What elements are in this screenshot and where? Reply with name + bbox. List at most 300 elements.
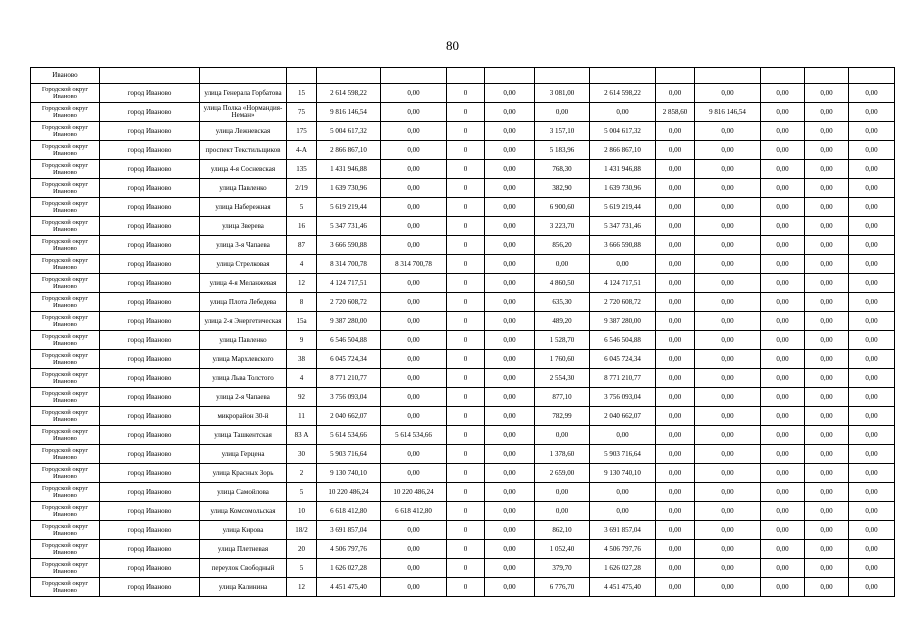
table-row xyxy=(31,502,895,521)
municipality-cell: Городской округ Иваново xyxy=(31,426,100,445)
col-14-cell: 0,00 xyxy=(805,198,849,217)
area-col-11-cell: 0,00 xyxy=(656,274,695,293)
cost-col-8-cell: 0,00 xyxy=(485,255,535,274)
table-row xyxy=(31,312,895,331)
municipality-cell: Городской округ Иваново xyxy=(31,255,100,274)
table-row xyxy=(31,578,895,597)
house-number-cell: 20 xyxy=(287,540,317,559)
count-col-7-cell: 0 xyxy=(447,255,485,274)
count-col-7-cell: 0 xyxy=(447,217,485,236)
cost-col-12-cell: 0,00 xyxy=(695,369,761,388)
cost-col-12-cell: 0,00 xyxy=(695,122,761,141)
house-number-cell: 83 А xyxy=(287,426,317,445)
area-col-11-cell: 0,00 xyxy=(656,293,695,312)
area-col-9-cell: 0,00 xyxy=(535,483,590,502)
count-col-7-cell: 0 xyxy=(447,407,485,426)
table-row xyxy=(31,407,895,426)
col-15-cell: 0,00 xyxy=(849,331,895,350)
street-cell: улица 3-я Чапаева xyxy=(200,236,287,255)
house-number-cell: 5 xyxy=(287,559,317,578)
cost-col-12-cell: 0,00 xyxy=(695,312,761,331)
cost-col-10-cell: 0,00 xyxy=(590,483,656,502)
table-row xyxy=(31,483,895,502)
area-col-11-cell: 0,00 xyxy=(656,217,695,236)
col-15-cell: 0,00 xyxy=(849,464,895,483)
cost-col-12-cell: 0,00 xyxy=(695,255,761,274)
col-14-cell: 0,00 xyxy=(805,483,849,502)
col-15-cell: 0,00 xyxy=(849,274,895,293)
settlement-cell: город Иваново xyxy=(100,540,200,559)
col-13-cell: 0,00 xyxy=(761,331,805,350)
area-col-9-cell: 0,00 xyxy=(535,502,590,521)
area-col-9-cell: 489,20 xyxy=(535,312,590,331)
cost-col-8-cell: 0,00 xyxy=(485,312,535,331)
cost-col-10-cell: 1 639 730,96 xyxy=(590,179,656,198)
area-col-9-cell: 635,30 xyxy=(535,293,590,312)
settlement-cell: город Иваново xyxy=(100,103,200,122)
col-14-cell: 0,00 xyxy=(805,179,849,198)
municipality-cell: Городской округ Иваново xyxy=(31,388,100,407)
col-15-cell: 0,00 xyxy=(849,483,895,502)
house-number-cell: 15 xyxy=(287,84,317,103)
settlement-cell: город Иваново xyxy=(100,293,200,312)
cost-col-6-cell: 0,00 xyxy=(381,369,447,388)
cost-col-12-cell: 0,00 xyxy=(695,331,761,350)
settlement-cell: город Иваново xyxy=(100,217,200,236)
street-cell: улица Льва Толстого xyxy=(200,369,287,388)
settlement-cell: город Иваново xyxy=(100,464,200,483)
municipality-cell: Иваново xyxy=(31,68,100,84)
cost-col-10-cell: 4 451 475,40 xyxy=(590,578,656,597)
col-15-cell: 0,00 xyxy=(849,369,895,388)
house-number-cell: 2/19 xyxy=(287,179,317,198)
cost-col-12-cell: 0,00 xyxy=(695,293,761,312)
count-col-7-cell: 0 xyxy=(447,103,485,122)
col-13-cell: 0,00 xyxy=(761,198,805,217)
municipality-cell: Городской округ Иваново xyxy=(31,350,100,369)
cost-col-12-cell: 0,00 xyxy=(695,179,761,198)
area-col-11-cell: 0,00 xyxy=(656,312,695,331)
settlement-cell: город Иваново xyxy=(100,521,200,540)
area-col-11-cell: 0,00 xyxy=(656,179,695,198)
cost-col-12-cell: 9 816 146,54 xyxy=(695,103,761,122)
data-table xyxy=(30,67,895,597)
col-14-cell: 0,00 xyxy=(805,141,849,160)
settlement-cell: город Иваново xyxy=(100,274,200,293)
total-cost-cell: 5 004 617,32 xyxy=(317,122,381,141)
total-cost-cell: 2 866 867,10 xyxy=(317,141,381,160)
house-number-cell: 4-А xyxy=(287,141,317,160)
area-col-11-cell: 2 858,60 xyxy=(656,103,695,122)
cost-col-6-cell: 0,00 xyxy=(381,236,447,255)
col-15-cell: 0,00 xyxy=(849,103,895,122)
area-col-9-cell: 0,00 xyxy=(535,103,590,122)
settlement-cell: город Иваново xyxy=(100,198,200,217)
cost-col-6-cell: 0,00 xyxy=(381,198,447,217)
table-row xyxy=(31,559,895,578)
table-row xyxy=(31,141,895,160)
area-col-11-cell: 0,00 xyxy=(656,160,695,179)
total-cost-cell: 3 666 590,88 xyxy=(317,236,381,255)
table-row xyxy=(31,122,895,141)
total-cost-cell: 2 040 662,07 xyxy=(317,407,381,426)
cost-col-10-cell: 5 347 731,46 xyxy=(590,217,656,236)
col-13-cell: 0,00 xyxy=(761,502,805,521)
col-13-cell: 0,00 xyxy=(761,103,805,122)
cost-col-8-cell: 0,00 xyxy=(485,293,535,312)
col-15-cell: 0,00 xyxy=(849,179,895,198)
cost-col-12-cell: 0,00 xyxy=(695,426,761,445)
settlement-cell: город Иваново xyxy=(100,84,200,103)
street-cell: улица Стрелковая xyxy=(200,255,287,274)
count-col-7-cell: 0 xyxy=(447,179,485,198)
street-cell: улица Кирова xyxy=(200,521,287,540)
total-cost-cell: 6 618 412,80 xyxy=(317,502,381,521)
settlement-cell: город Иваново xyxy=(100,502,200,521)
cost-col-10-cell: 2 040 662,07 xyxy=(590,407,656,426)
cost-col-8-cell: 0,00 xyxy=(485,521,535,540)
total-cost-cell: 9 387 280,00 xyxy=(317,312,381,331)
street-cell: улица Полка «Нормандия-Неман» xyxy=(200,103,287,122)
cost-col-8-cell: 0,00 xyxy=(485,502,535,521)
col-15-cell: 0,00 xyxy=(849,217,895,236)
cost-col-6-cell: 0,00 xyxy=(381,274,447,293)
municipality-cell: Городской округ Иваново xyxy=(31,179,100,198)
house-number-cell: 9 xyxy=(287,331,317,350)
col-15-cell: 0,00 xyxy=(849,407,895,426)
cost-col-12-cell: 0,00 xyxy=(695,483,761,502)
col-14-cell: 0,00 xyxy=(805,502,849,521)
col-14-cell: 0,00 xyxy=(805,578,849,597)
col-15-cell: 0,00 xyxy=(849,445,895,464)
col-15-cell: 0,00 xyxy=(849,502,895,521)
table-row xyxy=(31,274,895,293)
table-row xyxy=(31,426,895,445)
house-number-cell: 92 xyxy=(287,388,317,407)
total-cost-cell: 9 130 740,10 xyxy=(317,464,381,483)
page-number: 80 xyxy=(446,38,459,53)
total-cost-cell: 4 451 475,40 xyxy=(317,578,381,597)
cost-col-10-cell: 5 903 716,64 xyxy=(590,445,656,464)
cost-col-10-cell: 0,00 xyxy=(590,502,656,521)
col-13-cell: 0,00 xyxy=(761,312,805,331)
cost-col-10-cell: 6 546 504,88 xyxy=(590,331,656,350)
col-14-cell: 0,00 xyxy=(805,350,849,369)
total-cost-cell: 4 506 797,76 xyxy=(317,540,381,559)
municipality-cell: Городской округ Иваново xyxy=(31,369,100,388)
cost-col-12-cell: 0,00 xyxy=(695,350,761,369)
municipality-cell: Городской округ Иваново xyxy=(31,122,100,141)
cost-col-8-cell: 0,00 xyxy=(485,103,535,122)
municipality-cell: Городской округ Иваново xyxy=(31,578,100,597)
col-13-cell: 0,00 xyxy=(761,578,805,597)
cost-col-6-cell: 0,00 xyxy=(381,103,447,122)
total-cost-cell: 4 124 717,51 xyxy=(317,274,381,293)
street-cell: проспект Текстильщиков xyxy=(200,141,287,160)
street-cell: улица Герцена xyxy=(200,445,287,464)
cost-col-10-cell: 5 004 617,32 xyxy=(590,122,656,141)
area-col-11-cell: 0,00 xyxy=(656,388,695,407)
cost-col-12-cell: 0,00 xyxy=(695,502,761,521)
cost-col-6-cell: 0,00 xyxy=(381,559,447,578)
cost-col-6-cell: 0,00 xyxy=(381,445,447,464)
count-col-7-cell: 0 xyxy=(447,84,485,103)
total-cost-cell: 2 720 608,72 xyxy=(317,293,381,312)
municipality-cell: Городской округ Иваново xyxy=(31,160,100,179)
house-number-cell: 16 xyxy=(287,217,317,236)
count-col-7-cell: 0 xyxy=(447,274,485,293)
total-cost-cell: 8 771 210,77 xyxy=(317,369,381,388)
cost-col-8-cell: 0,00 xyxy=(485,464,535,483)
settlement-cell: город Иваново xyxy=(100,331,200,350)
count-col-7-cell: 0 xyxy=(447,350,485,369)
area-col-11-cell: 0,00 xyxy=(656,578,695,597)
count-col-7-cell: 0 xyxy=(447,540,485,559)
area-col-9-cell: 0,00 xyxy=(535,255,590,274)
cost-col-10-cell: 5 619 219,44 xyxy=(590,198,656,217)
area-col-9-cell: 1 760,60 xyxy=(535,350,590,369)
count-col-7-cell: 0 xyxy=(447,141,485,160)
area-col-11-cell: 0,00 xyxy=(656,559,695,578)
count-col-7-cell: 0 xyxy=(447,559,485,578)
municipality-cell: Городской округ Иваново xyxy=(31,141,100,160)
col-15-cell: 0,00 xyxy=(849,559,895,578)
col-13-cell: 0,00 xyxy=(761,369,805,388)
house-number-cell: 135 xyxy=(287,160,317,179)
col-14-cell: 0,00 xyxy=(805,445,849,464)
street-cell: улица Лежневская xyxy=(200,122,287,141)
col-13-cell: 0,00 xyxy=(761,540,805,559)
area-col-11-cell: 0,00 xyxy=(656,198,695,217)
col-14-cell: 0,00 xyxy=(805,464,849,483)
col-13-cell: 0,00 xyxy=(761,293,805,312)
street-cell: улица 2-я Чапаева xyxy=(200,388,287,407)
area-col-11-cell: 0,00 xyxy=(656,331,695,350)
cost-col-6-cell: 0,00 xyxy=(381,312,447,331)
cost-col-8-cell: 0,00 xyxy=(485,198,535,217)
street-cell: улица Мархлевского xyxy=(200,350,287,369)
cost-col-8-cell: 0,00 xyxy=(485,369,535,388)
area-col-9-cell: 3 081,00 xyxy=(535,84,590,103)
street-cell: улица Комсомольская xyxy=(200,502,287,521)
cost-col-6-cell: 0,00 xyxy=(381,521,447,540)
cost-col-12-cell: 0,00 xyxy=(695,274,761,293)
col-14-cell: 0,00 xyxy=(805,331,849,350)
cost-col-12-cell: 0,00 xyxy=(695,160,761,179)
col-15-cell: 0,00 xyxy=(849,312,895,331)
cost-col-8-cell: 0,00 xyxy=(485,122,535,141)
col-13-cell: 0,00 xyxy=(761,521,805,540)
house-number-cell: 5 xyxy=(287,198,317,217)
cost-col-8-cell: 0,00 xyxy=(485,559,535,578)
cost-col-10-cell: 8 771 210,77 xyxy=(590,369,656,388)
cost-col-12-cell: 0,00 xyxy=(695,388,761,407)
settlement-cell: город Иваново xyxy=(100,236,200,255)
area-col-9-cell: 2 554,30 xyxy=(535,369,590,388)
table-row xyxy=(31,236,895,255)
area-col-9-cell: 0,00 xyxy=(535,426,590,445)
total-cost-cell: 2 614 598,22 xyxy=(317,84,381,103)
cost-col-12-cell: 0,00 xyxy=(695,464,761,483)
col-13-cell: 0,00 xyxy=(761,350,805,369)
table-row xyxy=(31,217,895,236)
col-14-cell: 0,00 xyxy=(805,84,849,103)
cost-col-8-cell: 0,00 xyxy=(485,217,535,236)
settlement-cell: город Иваново xyxy=(100,407,200,426)
col-15-cell: 0,00 xyxy=(849,160,895,179)
col-13-cell: 0,00 xyxy=(761,122,805,141)
total-cost-cell: 10 220 486,24 xyxy=(317,483,381,502)
settlement-cell: город Иваново xyxy=(100,350,200,369)
cost-col-6-cell: 0,00 xyxy=(381,84,447,103)
col-15-cell: 0,00 xyxy=(849,578,895,597)
house-number-cell: 4 xyxy=(287,369,317,388)
col-13-cell: 0,00 xyxy=(761,84,805,103)
cost-col-10-cell: 4 124 717,51 xyxy=(590,274,656,293)
col-13-cell: 0,00 xyxy=(761,445,805,464)
area-col-11-cell: 0,00 xyxy=(656,255,695,274)
street-cell: переулок Свободный xyxy=(200,559,287,578)
cost-col-6-cell: 0,00 xyxy=(381,407,447,426)
cost-col-6-cell: 0,00 xyxy=(381,141,447,160)
area-col-11-cell: 0,00 xyxy=(656,540,695,559)
municipality-cell: Городской округ Иваново xyxy=(31,331,100,350)
cost-col-8-cell: 0,00 xyxy=(485,331,535,350)
col-14-cell: 0,00 xyxy=(805,312,849,331)
house-number-cell: 15а xyxy=(287,312,317,331)
cost-col-12-cell: 0,00 xyxy=(695,445,761,464)
count-col-7-cell: 0 xyxy=(447,369,485,388)
cost-col-12-cell: 0,00 xyxy=(695,521,761,540)
settlement-cell: город Иваново xyxy=(100,312,200,331)
cost-col-6-cell: 0,00 xyxy=(381,350,447,369)
table-row xyxy=(31,521,895,540)
settlement-cell: город Иваново xyxy=(100,179,200,198)
col-14-cell: 0,00 xyxy=(805,388,849,407)
cost-col-10-cell: 3 756 093,04 xyxy=(590,388,656,407)
municipality-cell: Городской округ Иваново xyxy=(31,540,100,559)
cost-col-6-cell: 0,00 xyxy=(381,578,447,597)
cost-col-12-cell: 0,00 xyxy=(695,84,761,103)
col-15-cell: 0,00 xyxy=(849,521,895,540)
cost-col-8-cell: 0,00 xyxy=(485,179,535,198)
count-col-7-cell: 0 xyxy=(447,331,485,350)
col-13-cell: 0,00 xyxy=(761,407,805,426)
street-cell: улица Набережная xyxy=(200,198,287,217)
municipality-cell: Городской округ Иваново xyxy=(31,502,100,521)
house-number-cell: 38 xyxy=(287,350,317,369)
settlement-cell: город Иваново xyxy=(100,483,200,502)
cost-col-10-cell: 6 045 724,34 xyxy=(590,350,656,369)
col-15-cell: 0,00 xyxy=(849,122,895,141)
municipality-cell: Городской округ Иваново xyxy=(31,217,100,236)
cost-col-8-cell: 0,00 xyxy=(485,388,535,407)
cost-col-10-cell: 3 666 590,88 xyxy=(590,236,656,255)
table-row-continued xyxy=(31,68,895,84)
cost-col-6-cell: 0,00 xyxy=(381,540,447,559)
house-number-cell: 75 xyxy=(287,103,317,122)
cost-col-8-cell: 0,00 xyxy=(485,141,535,160)
area-col-11-cell: 0,00 xyxy=(656,350,695,369)
col-14-cell: 0,00 xyxy=(805,236,849,255)
total-cost-cell: 5 614 534,66 xyxy=(317,426,381,445)
cost-col-12-cell: 0,00 xyxy=(695,217,761,236)
area-col-11-cell: 0,00 xyxy=(656,369,695,388)
house-number-cell: 12 xyxy=(287,274,317,293)
municipality-cell: Городской округ Иваново xyxy=(31,312,100,331)
street-cell: улица 4-я Меланжевая xyxy=(200,274,287,293)
col-15-cell: 0,00 xyxy=(849,255,895,274)
col-15-cell: 0,00 xyxy=(849,236,895,255)
cost-col-10-cell: 9 130 740,10 xyxy=(590,464,656,483)
settlement-cell: город Иваново xyxy=(100,255,200,274)
col-15-cell: 0,00 xyxy=(849,84,895,103)
col-15-cell: 0,00 xyxy=(849,350,895,369)
table-row xyxy=(31,293,895,312)
count-col-7-cell: 0 xyxy=(447,445,485,464)
street-cell: улица Ташкентская xyxy=(200,426,287,445)
cost-col-12-cell: 0,00 xyxy=(695,236,761,255)
count-col-7-cell: 0 xyxy=(447,464,485,483)
cost-col-10-cell: 2 720 608,72 xyxy=(590,293,656,312)
cost-col-8-cell: 0,00 xyxy=(485,350,535,369)
col-14-cell: 0,00 xyxy=(805,540,849,559)
area-col-11-cell: 0,00 xyxy=(656,122,695,141)
col-14-cell: 0,00 xyxy=(805,426,849,445)
total-cost-cell: 8 314 700,78 xyxy=(317,255,381,274)
municipality-cell: Городской округ Иваново xyxy=(31,103,100,122)
cost-col-6-cell: 10 220 486,24 xyxy=(381,483,447,502)
count-col-7-cell: 0 xyxy=(447,236,485,255)
area-col-9-cell: 877,10 xyxy=(535,388,590,407)
cost-col-8-cell: 0,00 xyxy=(485,407,535,426)
street-cell: улица Зверева xyxy=(200,217,287,236)
settlement-cell: город Иваново xyxy=(100,160,200,179)
col-13-cell: 0,00 xyxy=(761,559,805,578)
count-col-7-cell: 0 xyxy=(447,160,485,179)
table-row xyxy=(31,445,895,464)
area-col-9-cell: 856,20 xyxy=(535,236,590,255)
settlement-cell: город Иваново xyxy=(100,426,200,445)
area-col-9-cell: 862,10 xyxy=(535,521,590,540)
total-cost-cell: 5 347 731,46 xyxy=(317,217,381,236)
cost-col-10-cell: 0,00 xyxy=(590,103,656,122)
street-cell: улица Павленко xyxy=(200,331,287,350)
total-cost-cell: 1 431 946,88 xyxy=(317,160,381,179)
cost-col-12-cell: 0,00 xyxy=(695,559,761,578)
municipality-cell: Городской округ Иваново xyxy=(31,464,100,483)
table-row xyxy=(31,388,895,407)
municipality-cell: Городской округ Иваново xyxy=(31,293,100,312)
count-col-7-cell: 0 xyxy=(447,293,485,312)
street-cell: микрорайон 30-й xyxy=(200,407,287,426)
area-col-9-cell: 4 860,50 xyxy=(535,274,590,293)
cost-col-10-cell: 1 431 946,88 xyxy=(590,160,656,179)
col-13-cell: 0,00 xyxy=(761,217,805,236)
house-number-cell: 8 xyxy=(287,293,317,312)
col-15-cell: 0,00 xyxy=(849,540,895,559)
area-col-11-cell: 0,00 xyxy=(656,464,695,483)
house-number-cell: 4 xyxy=(287,255,317,274)
street-cell: улица 2-я Энергетическая xyxy=(200,312,287,331)
cost-col-12-cell: 0,00 xyxy=(695,578,761,597)
area-col-11-cell: 0,00 xyxy=(656,407,695,426)
area-col-11-cell: 0,00 xyxy=(656,502,695,521)
street-cell: улица Красных Зорь xyxy=(200,464,287,483)
cost-col-6-cell: 0,00 xyxy=(381,160,447,179)
cost-col-10-cell: 2 614 598,22 xyxy=(590,84,656,103)
area-col-9-cell: 2 659,00 xyxy=(535,464,590,483)
